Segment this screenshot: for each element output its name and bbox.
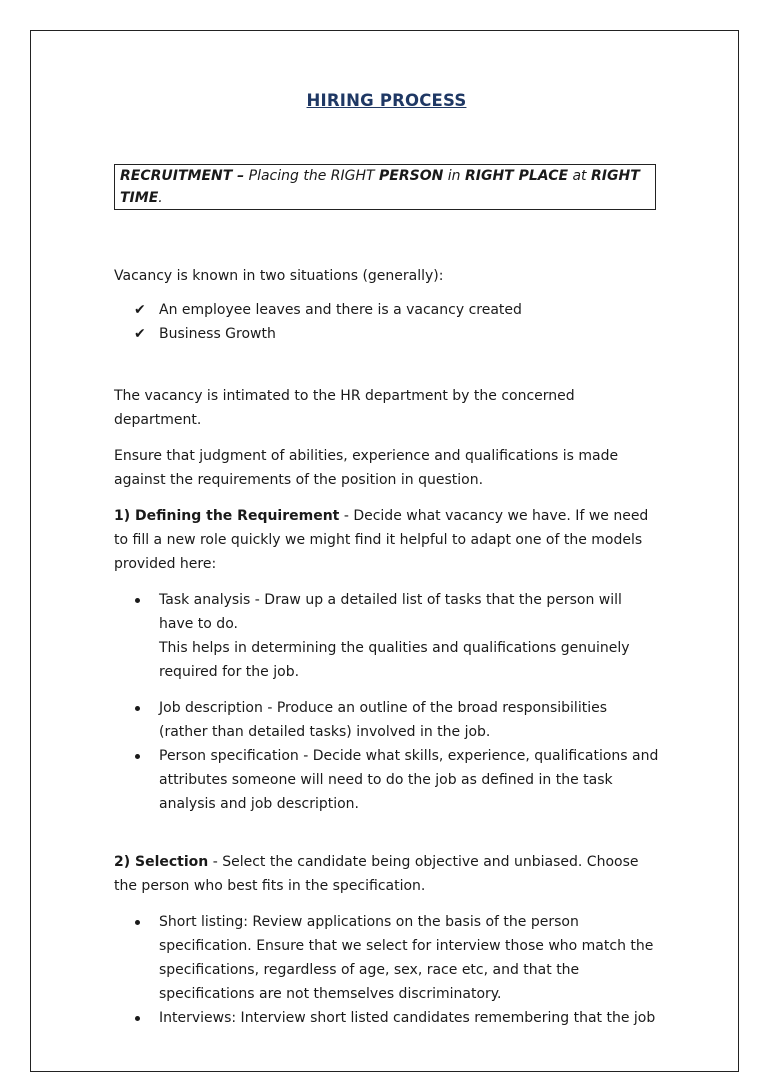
bullet-icon xyxy=(135,754,140,759)
recruitment-term: RECRUITMENT – xyxy=(120,168,245,184)
document-content xyxy=(114,91,659,1030)
list-item xyxy=(114,322,659,346)
intimation-paragraph: The vacancy is intimated to the HR department by the concerned department. xyxy=(114,388,575,428)
recruitment-person: PERSON xyxy=(379,168,444,184)
vacancy-situations-list xyxy=(114,298,659,346)
vacancy-intro: Vacancy is known in two situations (generally): xyxy=(114,268,444,284)
list-item xyxy=(114,1006,659,1030)
selection-steps-list xyxy=(114,910,659,1030)
bullet-icon xyxy=(135,706,140,711)
defining-requirement-heading: 1) Defining the Requirement xyxy=(114,508,340,524)
list-item-text: Short listing: Review applications on the basis of the person specification. Ensure that we select for interview those who match the specifications, regardless of age, sex, race etc, and that the specifications are not themselves discriminatory. xyxy=(159,914,654,1002)
bullet-icon xyxy=(135,920,140,925)
recruitment-definition-box xyxy=(114,164,656,210)
defining-models-list xyxy=(114,588,659,816)
list-item xyxy=(114,588,659,684)
checkmark-icon: ✔ xyxy=(134,302,146,318)
list-item-text: Person specification - Decide what skills, experience, qualifications and attributes someone will need to do the job as defined in the task analysis and job description. xyxy=(159,748,659,812)
document-title: HIRING PROCESS xyxy=(306,91,467,110)
recruitment-text-1: Placing the RIGHT xyxy=(244,168,379,184)
defining-requirement-text: - Decide what vacancy we have. If we need to fill a new role quickly we might find it helpful to adapt one of the models provided here: xyxy=(114,508,649,572)
list-item-text: Job description - Produce an outline of the broad responsibilities (rather than detailed tasks) involved in the job. xyxy=(159,700,607,740)
selection-heading: 2) Selection xyxy=(114,854,209,870)
list-item-text: Interviews: Interview short listed candidates remembering that the job xyxy=(159,1010,656,1026)
list-item-extra-text: This helps in determining the qualities and qualifications genuinely required for the job. xyxy=(159,640,630,680)
bullet-icon xyxy=(135,598,140,603)
recruitment-right-place: RIGHT PLACE xyxy=(464,168,569,184)
recruitment-text-2: in xyxy=(443,168,465,184)
defining-requirement-paragraph xyxy=(114,504,659,576)
list-item-text: Task analysis - Draw up a detailed list of tasks that the person will have to do. xyxy=(159,592,622,632)
ensure-paragraph: Ensure that judgment of abilities, experience and qualifications is made against the requirements of the position in question. xyxy=(114,448,619,488)
recruitment-text-3: at xyxy=(568,168,591,184)
selection-text: - Select the candidate being objective and unbiased. Choose the person who best fits in the specification. xyxy=(114,854,639,894)
selection-paragraph xyxy=(114,850,659,898)
list-item xyxy=(114,696,659,744)
list-item xyxy=(114,298,659,322)
recruitment-right-time: RIGHT TIME xyxy=(120,168,640,206)
list-item-text: An employee leaves and there is a vacancy created xyxy=(159,302,522,318)
recruitment-text-4: . xyxy=(158,190,163,206)
checkmark-icon: ✔ xyxy=(134,326,146,342)
document-page xyxy=(30,30,739,1072)
list-item-text: Business Growth xyxy=(159,326,276,342)
list-item xyxy=(114,910,659,1006)
bullet-icon xyxy=(135,1016,140,1021)
list-item xyxy=(114,744,659,816)
